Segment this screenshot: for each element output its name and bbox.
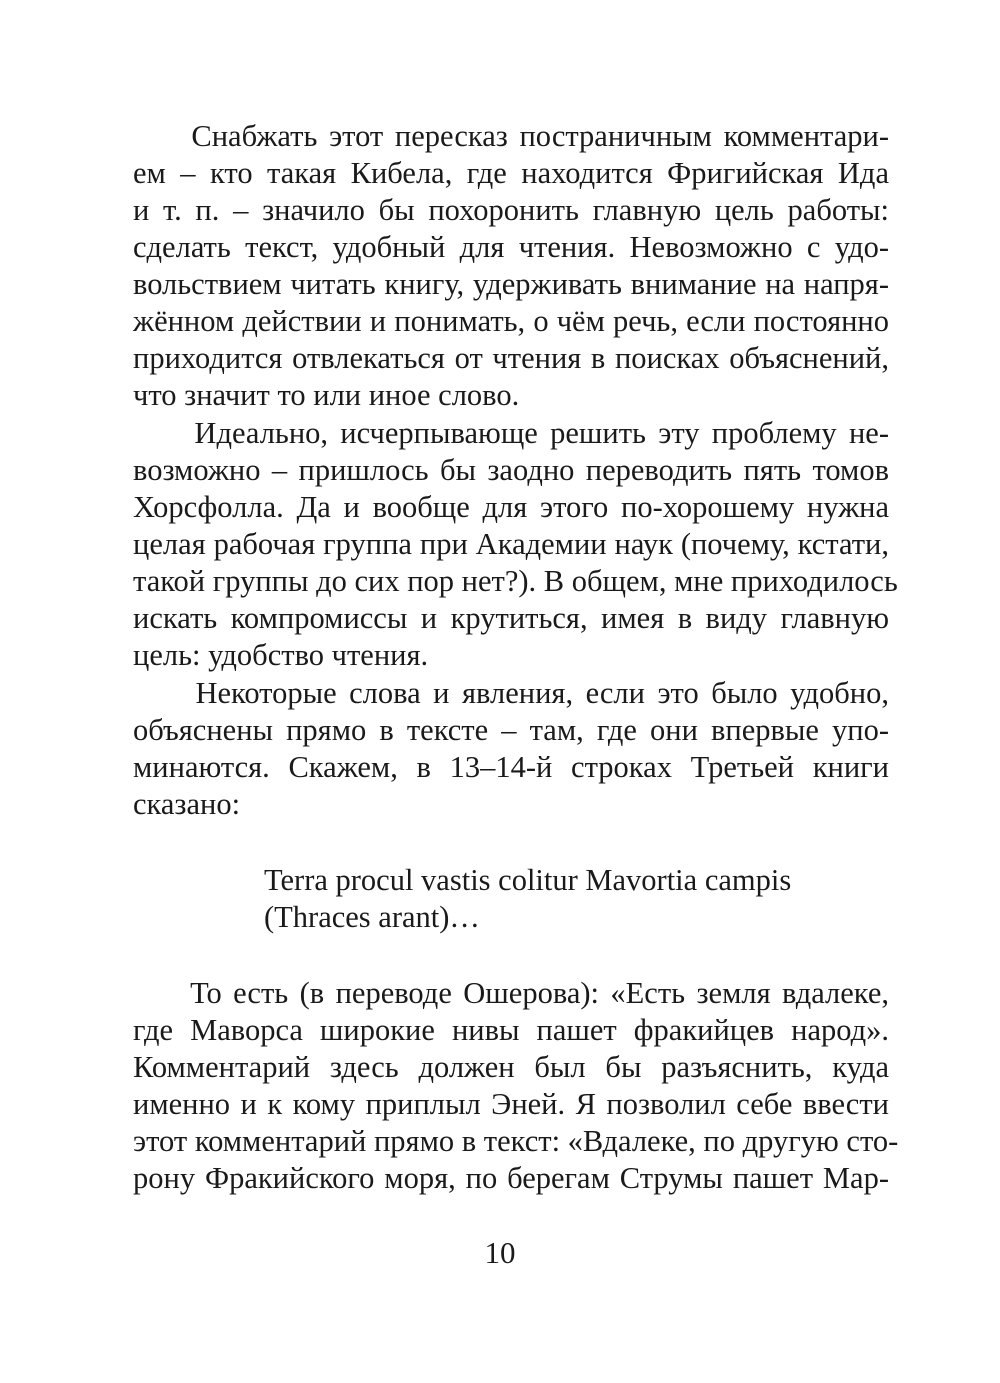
text-line: цель: удобство чтения. <box>133 638 429 672</box>
text-line: сказано: <box>133 787 241 821</box>
text-line: искать компромиссы и крутиться, имея в виду главную <box>133 601 889 635</box>
paragraph-2 <box>133 415 898 674</box>
text-line: Идеально, исчерпывающе решить эту проблему не- <box>133 416 889 450</box>
text-line: возможно – пришлось бы заодно переводить пять томов <box>133 453 889 487</box>
text-line: целая рабочая группа при Академии наук (почему, кстати, <box>133 527 889 561</box>
text-line: вольствием читать книгу, удерживать внимание на напря- <box>133 267 889 301</box>
text-line: где Маворса широкие нивы пашет фракийцев народ». <box>133 1013 889 1047</box>
quote-line: (Thraces arant)… <box>264 900 480 934</box>
text-line: Снабжать этот пересказ постраничным комментари- <box>133 119 889 153</box>
text-line: минаются. Скажем, в 13–14-й строках Третьей книги <box>133 750 889 784</box>
text-line: Некоторые слова и явления, если это было удобно, <box>133 676 889 710</box>
text-line: этот комментарий прямо в текст: «Вдалеке, по другую сто- <box>133 1124 899 1158</box>
text-line: жённом действии и понимать, о чём речь, если постоянно <box>133 304 889 338</box>
text-line: Комментарий здесь должен был бы разъяснить, куда <box>133 1050 889 1084</box>
text-line: приходится отвлекаться от чтения в поисках объяснений, <box>133 341 889 375</box>
text-line: ем – кто такая Кибела, где находится Фригийская Ида <box>133 156 889 190</box>
paragraph-3 <box>133 675 889 823</box>
quote-line: Terra procul vastis colitur Mavortia campis <box>264 863 792 897</box>
paragraph-1 <box>133 118 889 414</box>
text-line: сделать текст, удобный для чтения. Невозможно с удо- <box>133 230 889 264</box>
text-line: Хорсфолла. Да и вообще для этого по-хорошему нужна <box>133 490 889 524</box>
page-number: 10 <box>484 1235 516 1270</box>
text-line: рону Фракийского моря, по берегам Струмы пашет Мар- <box>133 1161 889 1195</box>
paragraph-4 <box>133 975 899 1197</box>
text-line: именно и к кому приплыл Эней. Я позволил себе ввести <box>133 1087 889 1121</box>
text-line: и т. п. – значило бы похоронить главную цель работы: <box>133 193 889 227</box>
latin-quotation <box>264 862 791 936</box>
text-line: объяснены прямо в тексте – там, где они впервые упо- <box>133 713 889 747</box>
text-line: такой группы до сих пор нет?). В общем, мне приходилось <box>133 564 898 598</box>
text-line: То есть (в переводе Ошерова): «Есть земля вдалеке, <box>133 976 889 1010</box>
text-line: что значит то или иное слово. <box>133 378 520 412</box>
